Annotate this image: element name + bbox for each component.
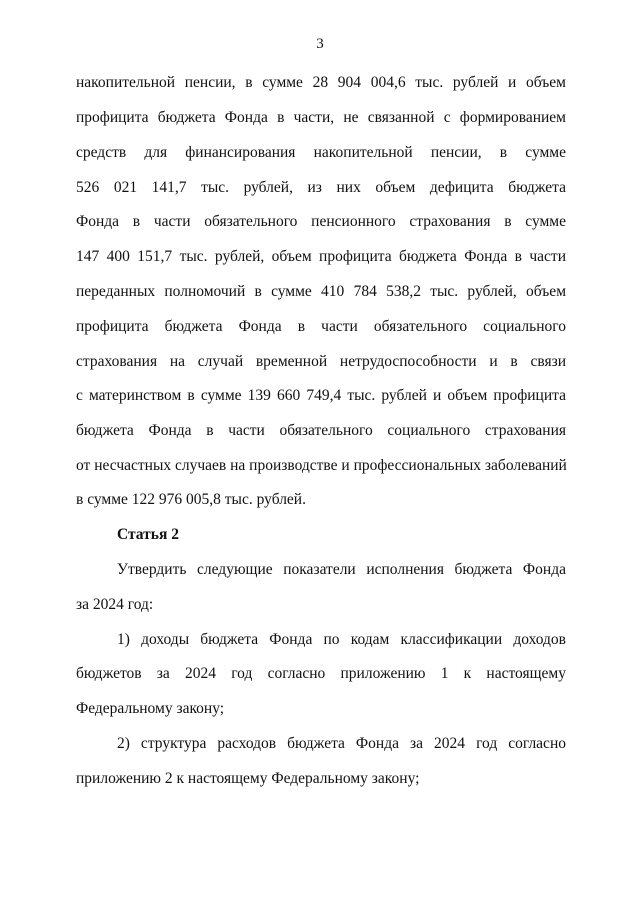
body-line: 147 400 151,7 тыс. рублей, объем профицита бюджета Фонда в части <box>76 248 566 265</box>
body-line: за 2024 год: <box>76 596 154 613</box>
body-line: в сумме 122 976 005,8 тыс. рублей. <box>76 491 306 508</box>
body-line: профицита бюджета Фонда в части обязательного социального <box>76 318 566 335</box>
list-item-line: 2) структура расходов бюджета Фонда за 2024 год согласно <box>117 735 566 752</box>
body-line: средств для финансирования накопительной пенсии, в сумме <box>76 144 566 161</box>
body-line: переданных полномочий в сумме 410 784 538,2 тыс. рублей, объем <box>76 283 566 300</box>
body-line: с материнством в сумме 139 660 749,4 тыс. рублей и объем профицита <box>76 387 566 404</box>
list-item-line: приложению 2 к настоящему Федеральному закону; <box>76 770 420 787</box>
body-line: Фонда в части обязательного пенсионного страхования в сумме <box>76 213 566 230</box>
list-item-line: Федеральному закону; <box>76 700 225 717</box>
body-line: от несчастных случаев на производстве и профессиональных заболеваний <box>76 457 567 474</box>
body-line: 526 021 141,7 тыс. рублей, из них объем дефицита бюджета <box>76 179 566 196</box>
page-number: 3 <box>316 36 324 52</box>
body-line: профицита бюджета Фонда в части, не связанной с формированием <box>76 109 566 126</box>
body-line: бюджета Фонда в части обязательного социального страхования <box>76 422 566 439</box>
body-line: страхования на случай временной нетрудоспособности и в связи <box>76 353 566 370</box>
body-line: Утвердить следующие показатели исполнения бюджета Фонда <box>117 561 566 578</box>
list-item-line: бюджетов за 2024 год согласно приложению 1 к настоящему <box>76 665 566 682</box>
list-item-line: 1) доходы бюджета Фонда по кодам классификации доходов <box>117 631 566 648</box>
article-heading: Статья 2 <box>117 526 179 543</box>
body-line: накопительной пенсии, в сумме 28 904 004,6 тыс. рублей и объем <box>76 74 566 91</box>
